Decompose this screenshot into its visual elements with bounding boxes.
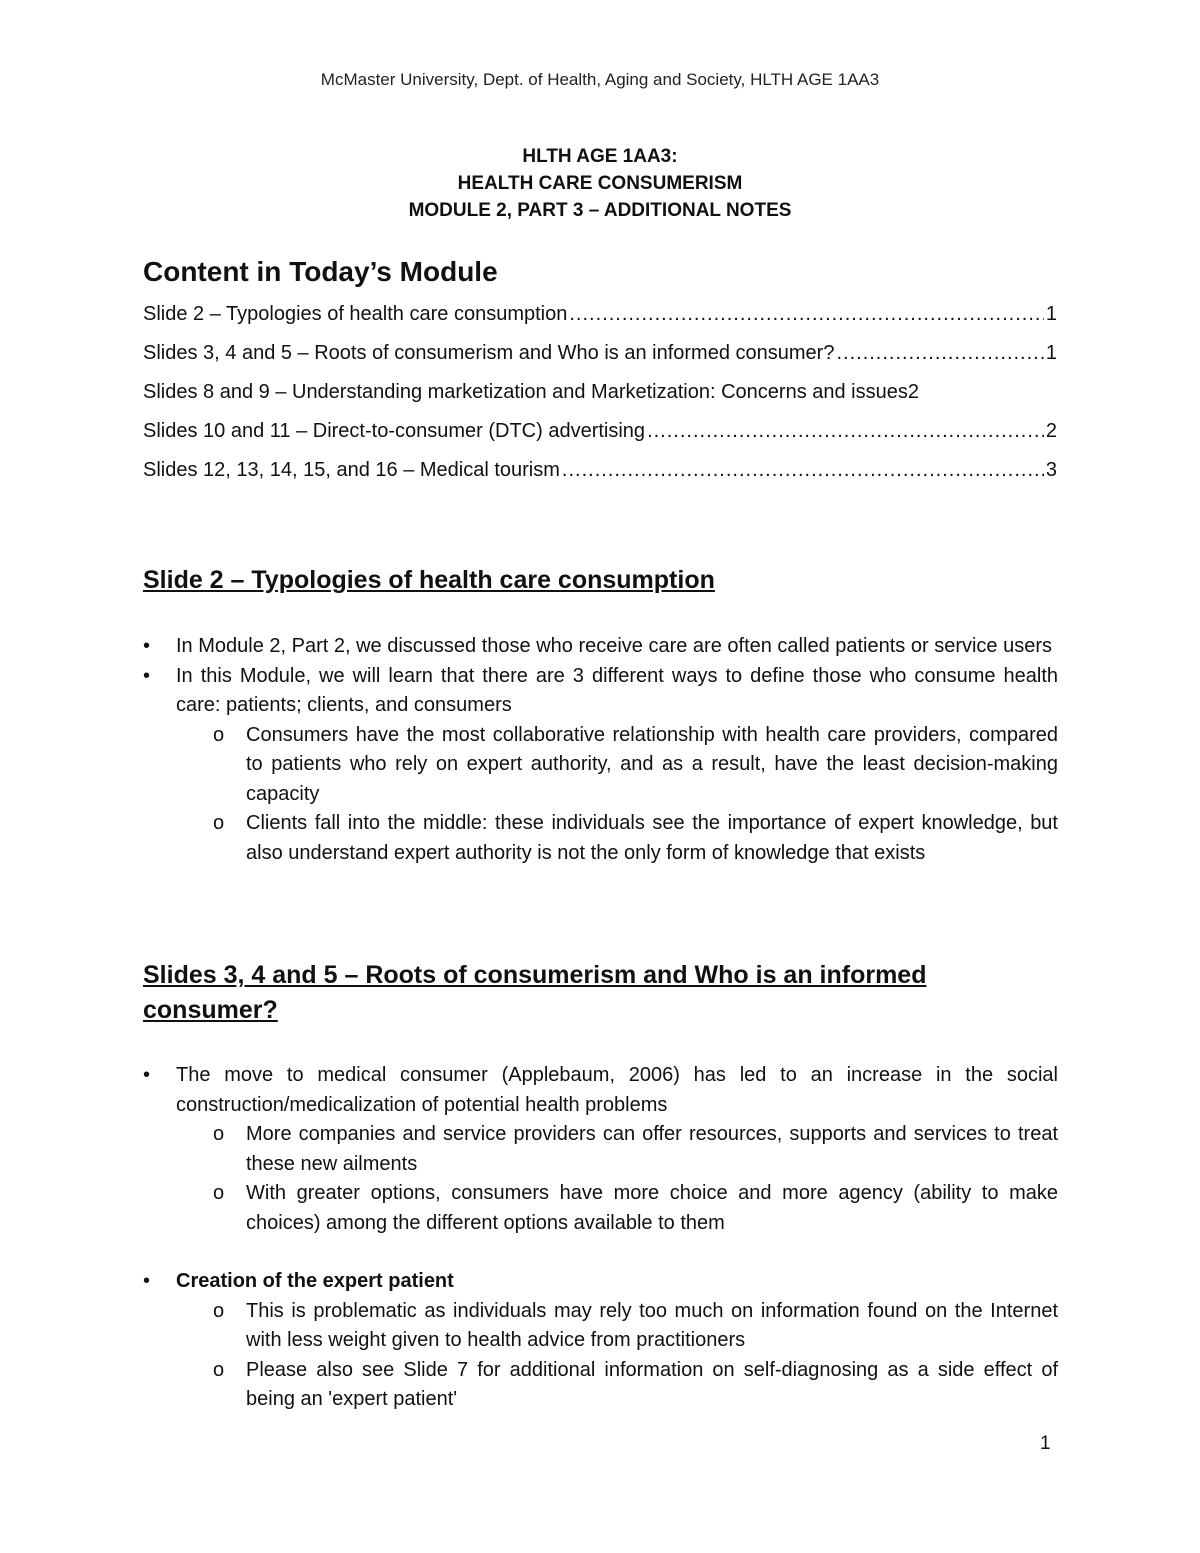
- toc-leader-dots: [569, 303, 1044, 326]
- toc-entry[interactable]: [143, 381, 1057, 420]
- toc-leader-dots: [562, 459, 1044, 482]
- running-header: McMaster University, Dept. of Health, Aging and Society, HLTH AGE 1AA3: [320, 70, 880, 89]
- toc-heading: Content in Today’s Module: [143, 256, 498, 287]
- bullet-text: • In this Module, we will learn that there are 3 different ways to define those who consume health care: patients; clients, and consumers: [176, 664, 1058, 716]
- toc-leader-dots: [836, 342, 1043, 365]
- toc-entry-page: 3: [1045, 459, 1057, 481]
- toc-entry[interactable]: [143, 459, 1057, 498]
- list-item: [143, 1061, 1058, 1238]
- sub-list-item: o This is problematic as individuals may rely too much on information found on the Internet with less weight given to health advice from practitioners: [176, 1297, 1058, 1356]
- title-line-1: HLTH AGE 1AA3:: [522, 146, 678, 167]
- sub-list-item: o Consumers have the most collaborative relationship with health care providers, compared to patients who rely on expert authority, and as a result, have the least decision-making capacity: [176, 721, 1058, 810]
- toc-entry-text: Slides 8 and 9 – Understanding marketization and Marketization: Concerns and issues: [143, 381, 908, 403]
- list-item: [143, 662, 1058, 869]
- sub-list-item: o With greater options, consumers have more choice and more agency (ability to make choices) among the different options available to them: [176, 1179, 1058, 1238]
- list-item: [143, 632, 1058, 662]
- toc-entry-text: Slides 3, 4 and 5 – Roots of consumerism and Who is an informed consumer?: [143, 342, 835, 364]
- table-of-contents: [143, 303, 1057, 498]
- section-1-bullet-list: [143, 632, 1058, 868]
- sub-list-item: o Clients fall into the middle: these individuals see the importance of expert knowledge, but also understand expert authority is not the only form of knowledge that exists: [176, 809, 1058, 868]
- sub-list: [176, 721, 1058, 869]
- toc-entry-text: Slide 2 – Typologies of health care consumption: [143, 303, 568, 325]
- bullet-text: • In Module 2, Part 2, we discussed those who receive care are often called patients or service users: [176, 635, 1053, 657]
- toc-entry-page: 1: [1045, 303, 1057, 325]
- toc-entry[interactable]: [143, 303, 1057, 342]
- document-title: [0, 143, 1200, 224]
- section-heading-typologies: Slide 2 – Typologies of health care consumption: [143, 566, 715, 594]
- bullet-text: • The move to medical consumer (Applebaum, 2006) has led to an increase in the social construction/medicalization of potential health problems: [176, 1064, 1058, 1116]
- toc-entry-page: 2: [907, 381, 919, 403]
- toc-leader-dots: [647, 420, 1044, 443]
- bullet-text: • Creation of the expert patient: [176, 1270, 454, 1292]
- sub-list: [176, 1120, 1058, 1238]
- toc-entry-text: Slides 12, 13, 14, 15, and 16 – Medical tourism: [143, 459, 560, 481]
- page-number: 1: [1040, 1433, 1051, 1454]
- title-line-3: MODULE 2, PART 3 – ADDITIONAL NOTES: [408, 200, 792, 221]
- list-item: [143, 1267, 1058, 1415]
- toc-entry-page: 1: [1045, 342, 1057, 364]
- title-line-2: HEALTH CARE CONSUMERISM: [457, 173, 743, 194]
- sub-list: [176, 1297, 1058, 1415]
- toc-entry-page: 2: [1045, 420, 1057, 442]
- section-2-bullet-list-expert: [143, 1267, 1058, 1415]
- sub-list-item: o More companies and service providers can offer resources, supports and services to treat these new ailments: [176, 1120, 1058, 1179]
- toc-entry-text: Slides 10 and 11 – Direct-to-consumer (DTC) advertising: [143, 420, 646, 442]
- section-heading-roots-of-consumerism: Slides 3, 4 and 5 – Roots of consumerism and Who is an informed consumer?: [143, 961, 927, 1024]
- section-2-bullet-list: [143, 1061, 1058, 1238]
- sub-list-item: o Please also see Slide 7 for additional information on self-diagnosing as a side effect of being an 'expert patient': [176, 1356, 1058, 1415]
- toc-entry[interactable]: [143, 342, 1057, 381]
- toc-entry[interactable]: [143, 420, 1057, 459]
